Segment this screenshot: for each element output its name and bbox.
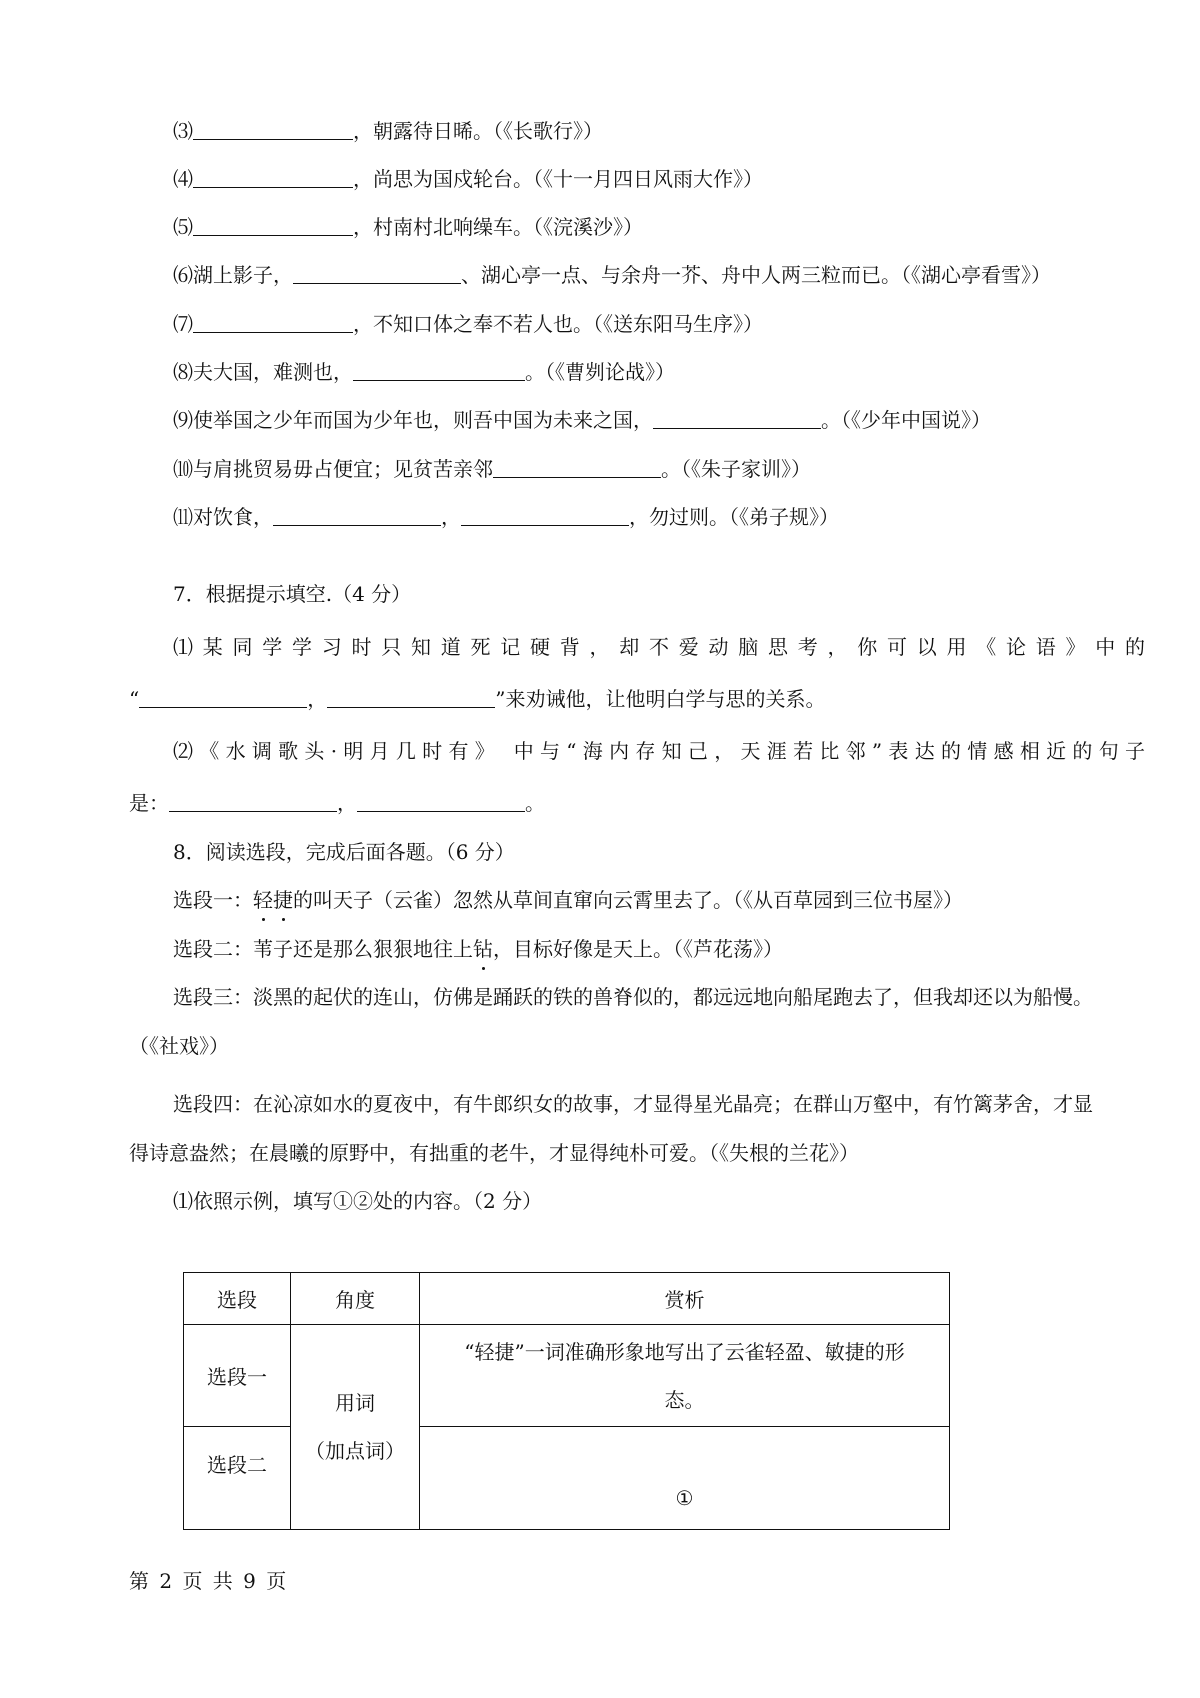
answer-blank[interactable] — [139, 687, 307, 708]
item-text: ，朝露待日晞。（《长歌行》） — [353, 119, 603, 143]
item-text: 。（《少年中国说》） — [821, 408, 991, 432]
item-text: ，尚思为国戍轮台。（《十一月四日风雨大作》） — [353, 167, 763, 191]
item-text: 与肩挑贸易毋占便宜；见贫苦亲邻 — [193, 457, 493, 481]
answer-blank[interactable] — [461, 505, 629, 526]
item-number: ⑼ — [173, 408, 193, 432]
item-text: ，村南村北响缲车。（《浣溪沙》） — [353, 215, 643, 239]
passage-text: ，目标好像是天上。（《芦花荡》） — [493, 937, 783, 961]
item-number: ⑽ — [173, 457, 193, 481]
page-footer: 第 2 页 共 9 页 — [129, 1569, 289, 1593]
item-text: 。（《曹刿论战》） — [525, 360, 675, 384]
table-cell-appreciation-2[interactable] — [420, 1427, 950, 1530]
item-text: ”来劝诫他，让他明白学与思的关系。 — [495, 687, 826, 711]
q6-item-8 — [173, 358, 675, 386]
answer-blank[interactable] — [193, 167, 353, 188]
item-text: 是： — [129, 791, 169, 815]
q6-item-11 — [173, 503, 839, 531]
answer-blank[interactable] — [273, 505, 441, 526]
item-number: ⑻ — [173, 360, 193, 384]
passage-4-line1: 选段四：在沁凉如水的夏夜中，有牛郎织女的故事，才显得星光晶亮；在群山万壑中，有竹篱茅舍，才显 — [173, 1092, 1093, 1116]
item-number: ⑹ — [173, 263, 193, 287]
answer-blank[interactable] — [193, 215, 353, 236]
item-number: ⑺ — [173, 312, 193, 336]
item-text: ，不知口体之奉不若人也。（《送东阳马生序》） — [353, 312, 763, 336]
item-number: ⑶ — [173, 119, 193, 143]
passage-3-line2: （《社戏》） — [129, 1034, 229, 1058]
item-number: ⑾ — [173, 505, 193, 529]
angle-line-1: 用词 — [335, 1391, 375, 1415]
answer-blank[interactable] — [193, 119, 353, 140]
q6-item-9 — [173, 406, 991, 434]
passage-text: 的叫天子（云雀）忽然从草间直窜向云霄里去了。（《从百草园到三位书屋》） — [293, 888, 963, 912]
q6-item-6 — [173, 261, 1051, 289]
item-text: ，勿过则。（《弟子规》） — [629, 505, 839, 529]
dotted-word: 钻 — [473, 937, 493, 961]
answer-blank[interactable] — [169, 791, 337, 812]
table-cell-section-2: 选段二 — [184, 1427, 291, 1530]
q8-title: 8．阅读选段，完成后面各题。（6 分） — [173, 840, 515, 864]
passage-1 — [173, 886, 963, 914]
answer-blank[interactable] — [193, 312, 353, 333]
item-text: “ — [129, 687, 140, 711]
q6-item-5 — [173, 213, 643, 241]
item-number: ⑸ — [173, 215, 193, 239]
passage-3-line1: 选段三：淡黑的起伏的连山，仿佛是踊跃的铁的兽脊似的，都远远地向船尾跑去了，但我却还以为船慢。 — [173, 985, 1093, 1009]
passage-2 — [173, 935, 783, 963]
q6-item-10 — [173, 455, 811, 483]
answer-blank[interactable] — [327, 687, 495, 708]
q7-part2-line2 — [129, 789, 545, 817]
table-cell-angle — [291, 1325, 420, 1530]
answer-blank[interactable] — [493, 457, 661, 478]
passage-4-line2: 得诗意盎然；在晨曦的原野中，有拙重的老牛，才显得纯朴可爱。（《失根的兰花》） — [129, 1141, 859, 1165]
item-text: 、湖心亭一点、与余舟一芥、舟中人两三粒而已。（《湖心亭看雪》） — [461, 263, 1051, 287]
answer-blank[interactable] — [353, 360, 525, 381]
q7-title: 7．根据提示填空.（4 分） — [173, 582, 412, 606]
table-cell-appreciation-1 — [420, 1325, 950, 1427]
item-text: 使举国之少年而国为少年也，则吾中国为未来之国， — [193, 408, 653, 432]
answer-blank[interactable] — [653, 408, 821, 429]
table-header-appreciation: 赏析 — [420, 1273, 950, 1325]
item-text: 湖上影子， — [193, 263, 293, 287]
q7-part1-line1: ⑴某同学学习时只知道死记硬背，却不爱动脑思考，你可以用《论语》中的 — [173, 635, 1145, 659]
answer-marker-1: ① — [675, 1486, 694, 1510]
item-text: ， — [337, 791, 357, 815]
angle-line-2: （加点词） — [305, 1439, 405, 1463]
item-text: 。 — [525, 791, 545, 815]
passage-text: 选段二：苇子还是那么狠狠地往上 — [173, 937, 473, 961]
item-number: ⑷ — [173, 167, 193, 191]
passage-label: 选段一： — [173, 888, 253, 912]
appreciation-table — [183, 1272, 950, 1530]
q7-part2-line1: ⑵《水调歌头·明月几时有》 中与“海内存知己，天涯若比邻”表达的情感相近的句子 — [173, 739, 1145, 763]
dotted-word: 轻 — [253, 888, 273, 912]
item-text: 对饮食， — [193, 505, 273, 529]
q7-part1-line2 — [129, 685, 825, 713]
table-header-section: 选段 — [184, 1273, 291, 1325]
q8-subquestion-1: ⑴依照示例，填写①②处的内容。（2 分） — [173, 1189, 543, 1213]
table-header-angle: 角度 — [291, 1273, 420, 1325]
appreciation-line-1: “轻捷”一词准确形象地写出了云雀轻盈、敏捷的形 — [464, 1339, 905, 1364]
dotted-word: 捷 — [273, 888, 293, 912]
answer-blank[interactable] — [293, 263, 461, 284]
q6-item-3 — [173, 117, 603, 145]
table-cell-section-1: 选段一 — [184, 1325, 291, 1427]
item-text: ， — [441, 505, 461, 529]
q6-item-7 — [173, 310, 763, 338]
q6-item-4 — [173, 165, 763, 193]
answer-blank[interactable] — [357, 791, 525, 812]
item-text: 夫大国，难测也， — [193, 360, 353, 384]
appreciation-line-2: 态。 — [664, 1387, 705, 1412]
item-text: ， — [307, 687, 328, 711]
item-text: 。（《朱子家训》） — [661, 457, 811, 481]
